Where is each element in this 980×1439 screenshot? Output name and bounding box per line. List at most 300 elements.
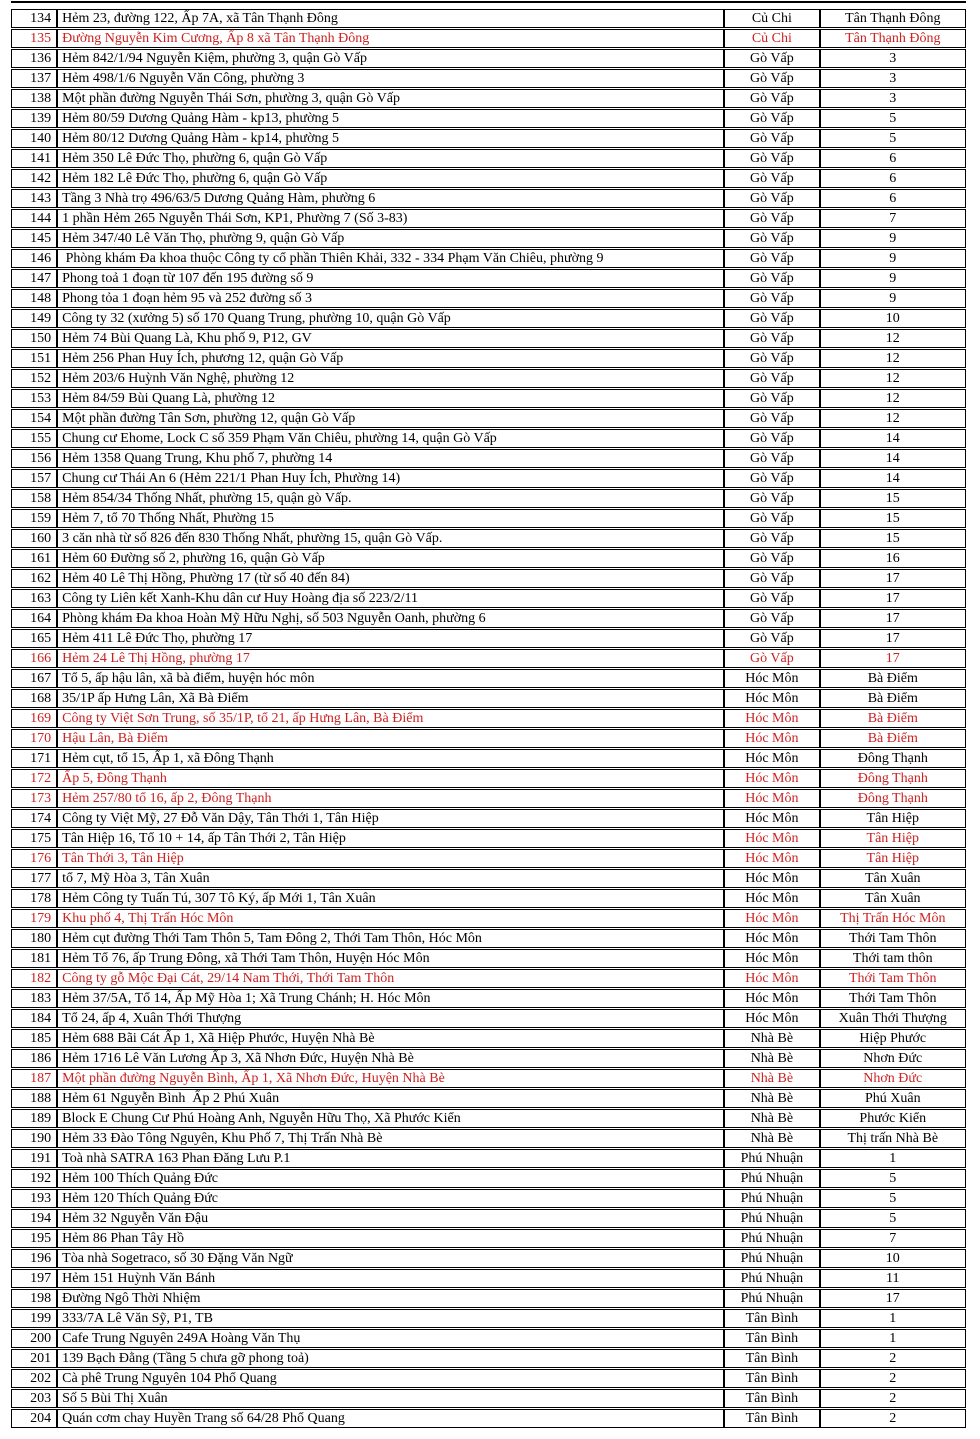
ward-cell: 6 — [820, 149, 966, 168]
row-number-cell: 146 — [11, 249, 57, 268]
row-number-cell: 157 — [11, 469, 57, 488]
table-row — [11, 309, 966, 328]
address-cell: Cà phê Trung Nguyên 104 Phổ Quang — [57, 1369, 724, 1388]
table-row — [11, 389, 966, 408]
table-row — [11, 709, 966, 728]
district-cell: Hóc Môn — [724, 969, 819, 988]
district-cell: Gò Vấp — [724, 129, 819, 148]
address-cell: Phòng khám Đa khoa thuộc Công ty cổ phần Thiên Khải, 332 - 334 Phạm Văn Chiêu, phường 9 — [57, 249, 724, 268]
address-cell: Toà nhà SATRA 163 Phan Đăng Lưu P.1 — [57, 1149, 724, 1168]
address-cell: Tân Hiệp 16, Tổ 10 + 14, ấp Tân Thới 2, Tân Hiệp — [57, 829, 724, 848]
district-cell: Gò Vấp — [724, 49, 819, 68]
ward-cell: Nhơn Đức — [820, 1069, 966, 1088]
address-cell: Tòa nhà Sogetraco, số 30 Đặng Văn Ngữ — [57, 1249, 724, 1268]
district-cell: Gò Vấp — [724, 249, 819, 268]
ward-cell: 3 — [820, 49, 966, 68]
address-cell: Tổ 5, ấp hậu lân, xã bà điểm, huyện hóc môn — [57, 669, 724, 688]
ward-cell: Bà Điểm — [820, 669, 966, 688]
table-row — [11, 489, 966, 508]
ward-cell: Tân Hiệp — [820, 849, 966, 868]
address-cell: Hẻm 24 Lê Thị Hồng, phường 17 — [57, 649, 724, 668]
table-row — [11, 1389, 966, 1408]
address-cell: 1 phần Hẻm 265 Nguyễn Thái Sơn, KP1, Phường 7 (Số 3-83) — [57, 209, 724, 228]
address-cell: Khu phố 4, Thị Trấn Hóc Môn — [57, 909, 724, 928]
address-cell: Hẻm 33 Đào Tông Nguyên, Khu Phố 7, Thị Trấn Nhà Bè — [57, 1129, 724, 1148]
district-cell: Phú Nhuận — [724, 1269, 819, 1288]
address-cell: Hẻm 7, tổ 70 Thống Nhất, Phường 15 — [57, 509, 724, 528]
table-row — [11, 1009, 966, 1028]
table-row — [11, 109, 966, 128]
table-row — [11, 669, 966, 688]
address-cell: Tầng 3 Nhà trọ 496/63/5 Dương Quảng Hàm, phường 6 — [57, 189, 724, 208]
address-cell: Công ty gỗ Mộc Đại Cát, 29/14 Nam Thới, Thới Tam Thôn — [57, 969, 724, 988]
row-number-cell: 160 — [11, 529, 57, 548]
address-cell: Hẻm 688 Bãi Cát Ấp 1, Xã Hiệp Phước, Huyện Nhà Bè — [57, 1029, 724, 1048]
table-row — [11, 169, 966, 188]
ward-cell: Thị trấn Nhà Bè — [820, 1129, 966, 1148]
district-cell: Gò Vấp — [724, 509, 819, 528]
ward-cell: Đông Thạnh — [820, 789, 966, 808]
district-cell: Tân Bình — [724, 1369, 819, 1388]
address-cell: Hẻm cụt, tổ 15, Ấp 1, xã Đông Thạnh — [57, 749, 724, 768]
district-cell: Phú Nhuận — [724, 1189, 819, 1208]
district-cell: Phú Nhuận — [724, 1169, 819, 1188]
ward-cell: 17 — [820, 629, 966, 648]
district-cell: Tân Bình — [724, 1409, 819, 1428]
address-cell: Hẻm 23, đường 122, Ấp 7A, xã Tân Thạnh Đông — [57, 9, 724, 28]
district-cell: Hóc Môn — [724, 669, 819, 688]
table-row — [11, 189, 966, 208]
table-row — [11, 269, 966, 288]
ward-cell: Bà Điểm — [820, 729, 966, 748]
row-number-cell: 183 — [11, 989, 57, 1008]
ward-cell: 1 — [820, 1309, 966, 1328]
district-cell: Gò Vấp — [724, 149, 819, 168]
ward-cell: 10 — [820, 309, 966, 328]
ward-cell: 7 — [820, 209, 966, 228]
ward-cell: 12 — [820, 389, 966, 408]
district-cell: Gò Vấp — [724, 189, 819, 208]
address-cell: Hẻm 151 Huỳnh Văn Bánh — [57, 1269, 724, 1288]
row-number-cell: 149 — [11, 309, 57, 328]
address-cell: Hẻm Tổ 76, ấp Trung Đông, xã Thới Tam Thôn, Huyện Hóc Môn — [57, 949, 724, 968]
ward-cell: 14 — [820, 469, 966, 488]
district-cell: Gò Vấp — [724, 629, 819, 648]
row-number-cell: 169 — [11, 709, 57, 728]
district-cell: Hóc Môn — [724, 989, 819, 1008]
address-cell: Hẻm cụt đường Thới Tam Thôn 5, Tam Đông 2, Thới Tam Thôn, Hóc Môn — [57, 929, 724, 948]
row-number-cell: 189 — [11, 1109, 57, 1128]
table-row — [11, 1289, 966, 1308]
district-cell: Tân Bình — [724, 1389, 819, 1408]
row-number-cell: 188 — [11, 1089, 57, 1108]
district-cell: Phú Nhuận — [724, 1249, 819, 1268]
table-row — [11, 1369, 966, 1388]
table-row — [11, 1129, 966, 1148]
row-number-cell: 173 — [11, 789, 57, 808]
table-row — [11, 449, 966, 468]
row-number-cell: 197 — [11, 1269, 57, 1288]
previous-row-border-fragment — [11, 1, 966, 3]
district-cell: Gò Vấp — [724, 389, 819, 408]
address-cell: 139 Bạch Đằng (Tầng 5 chưa gỡ phong toả) — [57, 1349, 724, 1368]
address-cell: Hẻm 80/59 Dương Quảng Hàm - kp13, phường 5 — [57, 109, 724, 128]
address-cell: Hẻm 74 Bùi Quang Là, Khu phố 9, P12, GV — [57, 329, 724, 348]
ward-cell: 9 — [820, 249, 966, 268]
table-row — [11, 229, 966, 248]
table-row — [11, 609, 966, 628]
address-cell: Một phần đường Nguyễn Bình, Ấp 1, Xã Nhơn Đức, Huyện Nhà Bè — [57, 1069, 724, 1088]
table-row — [11, 1109, 966, 1128]
address-cell: Phong toả 1 đoạn từ 107 đến 195 đường số 9 — [57, 269, 724, 288]
table-row — [11, 289, 966, 308]
district-cell: Gò Vấp — [724, 369, 819, 388]
table-row — [11, 929, 966, 948]
row-number-cell: 141 — [11, 149, 57, 168]
row-number-cell: 174 — [11, 809, 57, 828]
district-cell: Hóc Môn — [724, 749, 819, 768]
address-cell: Tân Thới 3, Tân Hiệp — [57, 849, 724, 868]
table-row — [11, 129, 966, 148]
district-cell: Phú Nhuận — [724, 1149, 819, 1168]
table-row — [11, 1049, 966, 1068]
ward-cell: 2 — [820, 1389, 966, 1408]
district-cell: Gò Vấp — [724, 269, 819, 288]
row-number-cell: 159 — [11, 509, 57, 528]
ward-cell: 6 — [820, 169, 966, 188]
district-cell: Củ Chi — [724, 29, 819, 48]
address-cell: Phong tỏa 1 đoạn hẻm 95 và 252 đường số 3 — [57, 289, 724, 308]
lockdown-areas-table — [11, 8, 966, 1429]
address-cell: Công ty Việt Mỹ, 27 Đỗ Văn Dậy, Tân Thới 1, Tân Hiệp — [57, 809, 724, 828]
district-cell: Gò Vấp — [724, 489, 819, 508]
table-row — [11, 149, 966, 168]
ward-cell: 5 — [820, 1169, 966, 1188]
table-row — [11, 349, 966, 368]
table-row — [11, 1309, 966, 1328]
table-row — [11, 1069, 966, 1088]
row-number-cell: 184 — [11, 1009, 57, 1028]
ward-cell: Phú Xuân — [820, 1089, 966, 1108]
address-cell: 35/1P ấp Hưng Lân, Xã Bà Điểm — [57, 689, 724, 708]
district-cell: Nhà Bè — [724, 1029, 819, 1048]
ward-cell: Thới Tam Thôn — [820, 989, 966, 1008]
district-cell: Hóc Môn — [724, 709, 819, 728]
row-number-cell: 191 — [11, 1149, 57, 1168]
district-cell: Hóc Môn — [724, 689, 819, 708]
address-cell: Hậu Lân, Bà Điểm — [57, 729, 724, 748]
address-cell: Hẻm 257/80 tổ 16, ấp 2, Đông Thạnh — [57, 789, 724, 808]
district-cell: Hóc Môn — [724, 829, 819, 848]
district-cell: Gò Vấp — [724, 89, 819, 108]
row-number-cell: 147 — [11, 269, 57, 288]
table-row — [11, 889, 966, 908]
table-row — [11, 69, 966, 88]
district-cell: Gò Vấp — [724, 449, 819, 468]
row-number-cell: 182 — [11, 969, 57, 988]
table-row — [11, 729, 966, 748]
district-cell: Gò Vấp — [724, 69, 819, 88]
ward-cell: Nhơn Đức — [820, 1049, 966, 1068]
address-cell: Hẻm 347/40 Lê Văn Thọ, phường 9, quận Gò Vấp — [57, 229, 724, 248]
table-row — [11, 469, 966, 488]
row-number-cell: 201 — [11, 1349, 57, 1368]
row-number-cell: 181 — [11, 949, 57, 968]
district-cell: Gò Vấp — [724, 229, 819, 248]
district-cell: Hóc Môn — [724, 1009, 819, 1028]
address-cell: Hẻm 40 Lê Thị Hồng, Phường 17 (từ số 40 đến 84) — [57, 569, 724, 588]
ward-cell: 12 — [820, 329, 966, 348]
row-number-cell: 134 — [11, 9, 57, 28]
ward-cell: 1 — [820, 1149, 966, 1168]
row-number-cell: 154 — [11, 409, 57, 428]
ward-cell: Tân Hiệp — [820, 829, 966, 848]
row-number-cell: 196 — [11, 1249, 57, 1268]
ward-cell: 10 — [820, 1249, 966, 1268]
district-cell: Củ Chi — [724, 9, 819, 28]
ward-cell: 15 — [820, 529, 966, 548]
ward-cell: Tân Xuân — [820, 889, 966, 908]
district-cell: Nhà Bè — [724, 1049, 819, 1068]
ward-cell: 17 — [820, 609, 966, 628]
row-number-cell: 177 — [11, 869, 57, 888]
district-cell: Hóc Môn — [724, 769, 819, 788]
row-number-cell: 171 — [11, 749, 57, 768]
table-row — [11, 429, 966, 448]
district-cell: Gò Vấp — [724, 609, 819, 628]
address-cell: Phòng khám Đa khoa Hoàn Mỹ Hữu Nghị, số 503 Nguyễn Oanh, phường 6 — [57, 609, 724, 628]
ward-cell: Đông Thạnh — [820, 749, 966, 768]
ward-cell: Thới Tam Thôn — [820, 929, 966, 948]
ward-cell: 3 — [820, 89, 966, 108]
district-cell: Hóc Môn — [724, 729, 819, 748]
table-row — [11, 689, 966, 708]
district-cell: Gò Vấp — [724, 329, 819, 348]
ward-cell: 3 — [820, 69, 966, 88]
address-cell: Hẻm Công ty Tuấn Tú, 307 Tô Ký, ấp Mới 1, Tân Xuân — [57, 889, 724, 908]
district-cell: Hóc Môn — [724, 909, 819, 928]
address-cell: Hẻm 60 Đường số 2, phường 16, quận Gò Vấp — [57, 549, 724, 568]
row-number-cell: 164 — [11, 609, 57, 628]
table-row — [11, 409, 966, 428]
ward-cell: 5 — [820, 109, 966, 128]
table-row — [11, 789, 966, 808]
ward-cell: Phước Kiển — [820, 1109, 966, 1128]
address-cell: Công ty Việt Sơn Trung, số 35/1P, tổ 21, ấp Hưng Lân, Bà Điểm — [57, 709, 724, 728]
ward-cell: 7 — [820, 1229, 966, 1248]
address-cell: Hẻm 37/5A, Tổ 14, Ấp Mỹ Hòa 1; Xã Trung Chánh; H. Hóc Môn — [57, 989, 724, 1008]
ward-cell: 1 — [820, 1329, 966, 1348]
row-number-cell: 186 — [11, 1049, 57, 1068]
ward-cell: 12 — [820, 349, 966, 368]
district-cell: Tân Bình — [724, 1329, 819, 1348]
table-row — [11, 29, 966, 48]
district-cell: Hóc Môn — [724, 809, 819, 828]
row-number-cell: 185 — [11, 1029, 57, 1048]
row-number-cell: 168 — [11, 689, 57, 708]
district-cell: Hóc Môn — [724, 849, 819, 868]
ward-cell: 17 — [820, 569, 966, 588]
ward-cell: 2 — [820, 1369, 966, 1388]
district-cell: Gò Vấp — [724, 349, 819, 368]
row-number-cell: 137 — [11, 69, 57, 88]
lockdown-table-body — [11, 9, 966, 1428]
table-row — [11, 1229, 966, 1248]
district-cell: Gò Vấp — [724, 589, 819, 608]
table-row — [11, 769, 966, 788]
table-row — [11, 209, 966, 228]
row-number-cell: 165 — [11, 629, 57, 648]
address-cell: 333/7A Lê Văn Sỹ, P1, TB — [57, 1309, 724, 1328]
row-number-cell: 163 — [11, 589, 57, 608]
address-cell: Ấp 5, Đông Thạnh — [57, 769, 724, 788]
address-cell: Hẻm 120 Thích Quảng Đức — [57, 1189, 724, 1208]
address-cell: Hẻm 842/1/94 Nguyễn Kiệm, phường 3, quận Gò Vấp — [57, 49, 724, 68]
address-cell: Công ty 32 (xưởng 5) số 170 Quang Trung, phường 10, quận Gò Vấp — [57, 309, 724, 328]
table-row — [11, 1149, 966, 1168]
ward-cell: 15 — [820, 509, 966, 528]
ward-cell: 17 — [820, 649, 966, 668]
district-cell: Nhà Bè — [724, 1129, 819, 1148]
row-number-cell: 136 — [11, 49, 57, 68]
table-row — [11, 1269, 966, 1288]
district-cell: Nhà Bè — [724, 1069, 819, 1088]
ward-cell: Bà Điểm — [820, 709, 966, 728]
district-cell: Gò Vấp — [724, 169, 819, 188]
district-cell: Hóc Môn — [724, 889, 819, 908]
address-cell: Hẻm 256 Phan Huy Ích, phương 12, quận Gò Vấp — [57, 349, 724, 368]
ward-cell: 5 — [820, 1189, 966, 1208]
table-row — [11, 849, 966, 868]
table-row — [11, 329, 966, 348]
row-number-cell: 167 — [11, 669, 57, 688]
ward-cell: 2 — [820, 1349, 966, 1368]
address-cell: Đường Ngô Thời Nhiệm — [57, 1289, 724, 1308]
ward-cell: Tân Xuân — [820, 869, 966, 888]
table-row — [11, 1349, 966, 1368]
ward-cell: 14 — [820, 429, 966, 448]
row-number-cell: 143 — [11, 189, 57, 208]
row-number-cell: 161 — [11, 549, 57, 568]
district-cell: Tân Bình — [724, 1309, 819, 1328]
address-cell: 3 căn nhà từ số 826 đến 830 Thống Nhất, phường 15, quận Gò Vấp. — [57, 529, 724, 548]
district-cell: Gò Vấp — [724, 649, 819, 668]
address-cell: Hẻm 61 Nguyễn Bình Ấp 2 Phú Xuân — [57, 1089, 724, 1108]
ward-cell: 17 — [820, 589, 966, 608]
table-row — [11, 969, 966, 988]
table-row — [11, 1029, 966, 1048]
district-cell: Gò Vấp — [724, 529, 819, 548]
row-number-cell: 190 — [11, 1129, 57, 1148]
address-cell: Hẻm 80/12 Dương Quảng Hàm - kp14, phường 5 — [57, 129, 724, 148]
district-cell: Gò Vấp — [724, 309, 819, 328]
district-cell: Gò Vấp — [724, 429, 819, 448]
address-cell: Số 5 Bùi Thị Xuân — [57, 1389, 724, 1408]
district-cell: Gò Vấp — [724, 289, 819, 308]
row-number-cell: 151 — [11, 349, 57, 368]
ward-cell: 14 — [820, 449, 966, 468]
address-cell: Hẻm 854/34 Thống Nhất, phường 15, quận gò Vấp. — [57, 489, 724, 508]
table-row — [11, 1249, 966, 1268]
row-number-cell: 200 — [11, 1329, 57, 1348]
row-number-cell: 150 — [11, 329, 57, 348]
district-cell: Nhà Bè — [724, 1089, 819, 1108]
table-row — [11, 1189, 966, 1208]
address-cell: Hẻm 84/59 Bùi Quang Là, phường 12 — [57, 389, 724, 408]
table-row — [11, 369, 966, 388]
row-number-cell: 172 — [11, 769, 57, 788]
district-cell: Phú Nhuận — [724, 1209, 819, 1228]
ward-cell: 2 — [820, 1409, 966, 1428]
row-number-cell: 142 — [11, 169, 57, 188]
address-cell: Một phần đường Nguyễn Thái Sơn, phường 3, quận Gò Vấp — [57, 89, 724, 108]
row-number-cell: 153 — [11, 389, 57, 408]
row-number-cell: 138 — [11, 89, 57, 108]
ward-cell: Hiệp Phước — [820, 1029, 966, 1048]
table-row — [11, 1169, 966, 1188]
address-cell: Hẻm 350 Lê Đức Thọ, phường 6, quận Gò Vấp — [57, 149, 724, 168]
district-cell: Hóc Môn — [724, 869, 819, 888]
row-number-cell: 199 — [11, 1309, 57, 1328]
district-cell: Phú Nhuận — [724, 1229, 819, 1248]
table-row — [11, 9, 966, 28]
address-cell: Cafe Trung Nguyên 249A Hoàng Văn Thụ — [57, 1329, 724, 1348]
row-number-cell: 156 — [11, 449, 57, 468]
table-row — [11, 549, 966, 568]
ward-cell: Bà Điểm — [820, 689, 966, 708]
district-cell: Phú Nhuận — [724, 1289, 819, 1308]
district-cell: Hóc Môn — [724, 949, 819, 968]
address-cell: Hẻm 1716 Lê Văn Lương Ấp 3, Xã Nhơn Đức, Huyện Nhà Bè — [57, 1049, 724, 1068]
address-cell: Hẻm 203/6 Huỳnh Văn Nghệ, phường 12 — [57, 369, 724, 388]
ward-cell: 5 — [820, 1209, 966, 1228]
row-number-cell: 162 — [11, 569, 57, 588]
address-cell: Một phần đường Tân Sơn, phường 12, quận Gò Vấp — [57, 409, 724, 428]
row-number-cell: 152 — [11, 369, 57, 388]
row-number-cell: 194 — [11, 1209, 57, 1228]
row-number-cell: 155 — [11, 429, 57, 448]
address-cell: Hẻm 32 Nguyễn Văn Đậu — [57, 1209, 724, 1228]
address-cell: tổ 7, Mỹ Hòa 3, Tân Xuân — [57, 869, 724, 888]
row-number-cell: 195 — [11, 1229, 57, 1248]
address-cell: Hẻm 86 Phan Tây Hồ — [57, 1229, 724, 1248]
table-row — [11, 749, 966, 768]
ward-cell: 16 — [820, 549, 966, 568]
row-number-cell: 144 — [11, 209, 57, 228]
address-cell: Block E Chung Cư Phú Hoàng Anh, Nguyễn Hữu Thọ, Xã Phước Kiển — [57, 1109, 724, 1128]
table-row — [11, 589, 966, 608]
district-cell: Gò Vấp — [724, 549, 819, 568]
row-number-cell: 135 — [11, 29, 57, 48]
row-number-cell: 175 — [11, 829, 57, 848]
district-cell: Gò Vấp — [724, 209, 819, 228]
district-cell: Gò Vấp — [724, 409, 819, 428]
address-cell: Hẻm 100 Thích Quảng Đức — [57, 1169, 724, 1188]
address-cell: Công ty Liên kết Xanh-Khu dân cư Huy Hoàng địa số 223/2/11 — [57, 589, 724, 608]
district-cell: Nhà Bè — [724, 1109, 819, 1128]
ward-cell: Đông Thạnh — [820, 769, 966, 788]
table-row — [11, 1209, 966, 1228]
district-cell: Gò Vấp — [724, 109, 819, 128]
ward-cell: Xuân Thới Thượng — [820, 1009, 966, 1028]
table-row — [11, 869, 966, 888]
ward-cell: Tân Thạnh Đông — [820, 9, 966, 28]
address-cell: Đường Nguyễn Kim Cương, Ấp 8 xã Tân Thạnh Đông — [57, 29, 724, 48]
table-row — [11, 529, 966, 548]
table-row — [11, 989, 966, 1008]
table-row — [11, 629, 966, 648]
table-row — [11, 49, 966, 68]
